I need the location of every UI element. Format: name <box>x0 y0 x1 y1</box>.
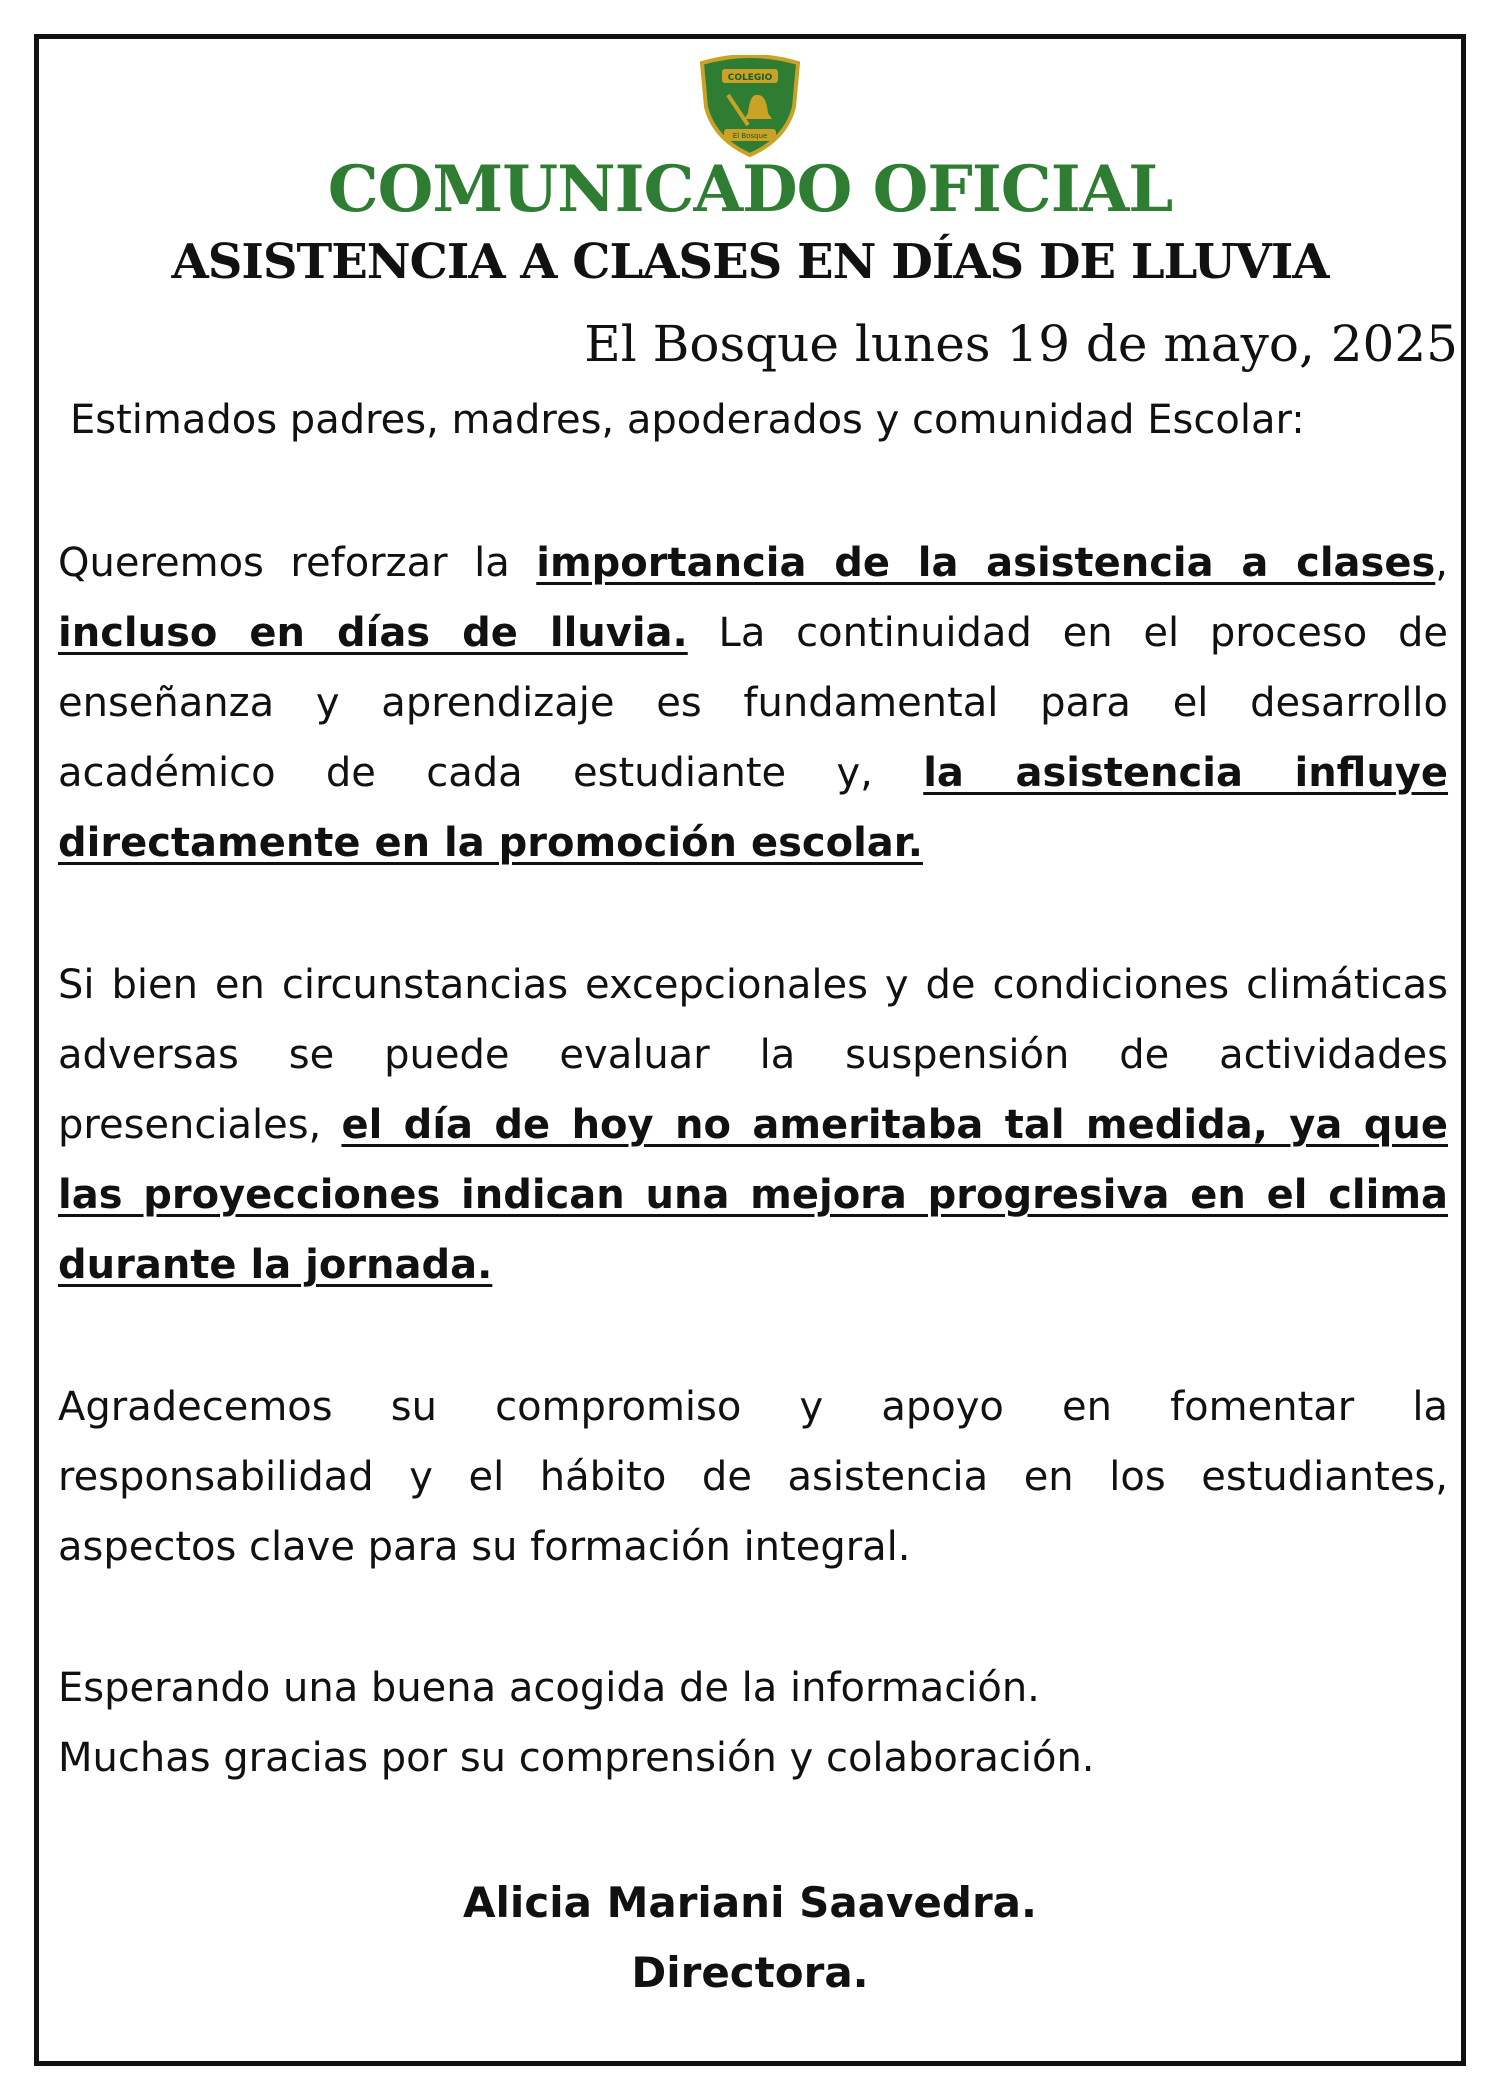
signature-block <box>0 1868 1500 2008</box>
paragraph-closing <box>58 1653 1448 1793</box>
svg-text:El Bosque: El Bosque <box>732 132 768 140</box>
paragraph-attendance-importance <box>58 528 1448 878</box>
text-run: , <box>1435 540 1448 586</box>
closing-line-2: Muchas gracias por su comprensión y colaboración. <box>58 1735 1095 1781</box>
emphasis-rain-days: incluso en días de lluvia. <box>58 610 688 656</box>
document-subtitle: ASISTENCIA A CLASES EN DÍAS DE LLUVIA <box>171 234 1329 290</box>
paragraph-thanks: Agradecemos su compromiso y apoyo en fomentar la responsabilidad y el hábito de asistencia en los estudiantes, aspectos clave para su formación integral. <box>58 1384 1448 1570</box>
paragraph-suspension-evaluation <box>58 950 1448 1300</box>
emphasis-weather-improvement: el día de hoy no ameritaba tal medida, ya que las proyecciones indican una mejora progresiva en el clima durante la jornada. <box>58 1102 1448 1288</box>
text-run: Si bien en circunstancias excepcionales y de condiciones climáticas adversas se puede evaluar la suspensión de actividades presenciales, <box>58 962 1448 1148</box>
school-crest-logo <box>694 55 806 159</box>
document-title: COMUNICADO OFICIAL <box>327 152 1173 227</box>
emphasis-attendance: importancia de la asistencia a clases <box>536 540 1436 586</box>
signature-role: Directora. <box>631 1948 869 1997</box>
closing-line-1: Esperando una buena acogida de la información. <box>58 1665 1040 1711</box>
emphasis-promotion: la asistencia influye directamente en la promoción escolar. <box>58 750 1449 866</box>
svg-text:COLEGIO: COLEGIO <box>727 73 773 83</box>
document-date: El Bosque lunes 19 de mayo, 2025 <box>584 315 1458 373</box>
greeting: Estimados padres, madres, apoderados y comunidad Escolar: <box>70 397 1305 443</box>
text-run: La continuidad en el proceso de enseñanza y aprendizaje es fundamental para el desarrollo académico de cada estudiante y, <box>58 610 1448 796</box>
signature-name: Alicia Mariani Saavedra. <box>463 1878 1037 1927</box>
text-run: Queremos reforzar la <box>58 540 537 586</box>
